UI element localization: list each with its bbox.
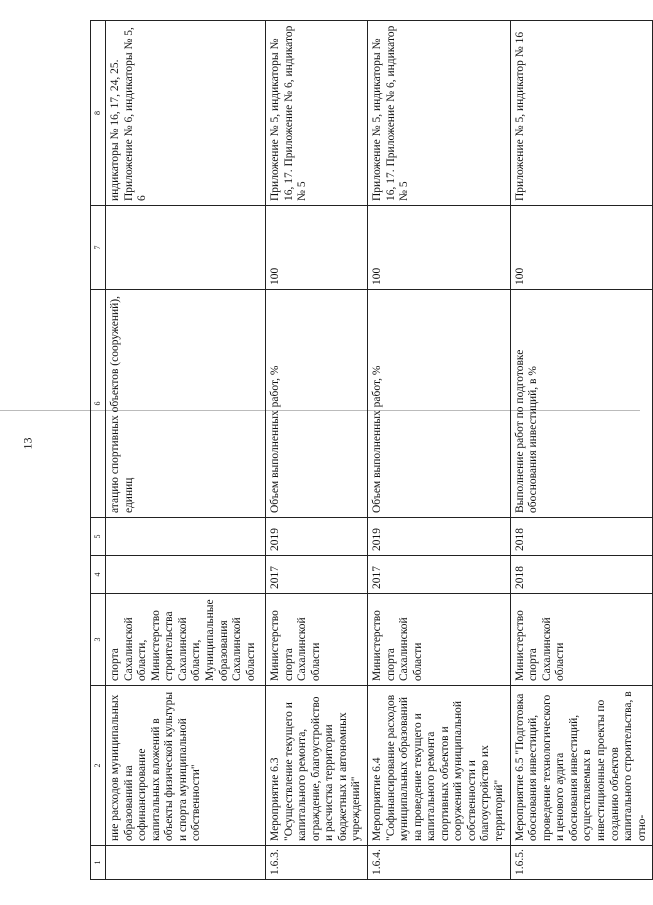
- event-name: ние расходов муниципальных образований на софинансирование капитальных вложений в объекты физической культуры и спорта муниципальной собственности": [106, 686, 266, 846]
- end-year: [106, 518, 266, 556]
- table-row: [510, 21, 653, 880]
- executor: спорта Сахалинской области, Министерство строительства Сахалинской области, Муниципальные образования Сахалинской области: [106, 594, 266, 686]
- appendix-link: Приложение № 5, индикаторы № 16, 17. Приложение № 6, индикатор № 5: [266, 21, 368, 206]
- column-number: 5: [91, 518, 106, 556]
- end-year: 2018: [510, 518, 653, 556]
- indicator: атацию спортивных объектов (сооружений), единиц: [106, 290, 266, 518]
- row-number: [106, 846, 266, 880]
- indicator: Объем выполненных работ, %: [266, 290, 368, 518]
- row-number: 1.6.4.: [367, 846, 510, 880]
- table-row: [367, 21, 510, 880]
- indicator-value: 100: [266, 206, 368, 290]
- row-number: 1.6.3.: [266, 846, 368, 880]
- executor: Министерство спорта Сахалинской области: [367, 594, 510, 686]
- table-row: [266, 21, 368, 880]
- row-number: 1.6.5.: [510, 846, 653, 880]
- event-name: Мероприятие 6.5 "Подготовка обоснования инвестиций, проведение технологического и ценового аудита обоснования инвестиций, осуществляемых в инвестиционные проекты по созданию объектов капитального строительства, в отно-: [510, 686, 653, 846]
- page-number: 13: [20, 437, 35, 450]
- indicator: Объем выполненных работ, %: [367, 290, 510, 518]
- start-year: 2017: [266, 556, 368, 594]
- activities-table: [90, 20, 653, 880]
- table-row: [106, 21, 266, 880]
- event-name: Мероприятие 6.4 "Софинансирование расходов муниципальных образований на проведение текущего и капитального ремонта спортивных объектов и сооружений муниципальной собственности и благоустройство их территорий": [367, 686, 510, 846]
- rotated-table-container: [90, 20, 648, 880]
- column-number: 6: [91, 290, 106, 518]
- column-number: 7: [91, 206, 106, 290]
- indicator-value: 100: [510, 206, 653, 290]
- appendix-link: индикаторы № 16, 17, 24, 25. Приложение № 6, индикаторы № 5, 6: [106, 21, 266, 206]
- column-number: 4: [91, 556, 106, 594]
- appendix-link: Приложение № 5, индикатор № 16: [510, 21, 653, 206]
- end-year: 2019: [266, 518, 368, 556]
- indicator-value: [106, 206, 266, 290]
- end-year: 2019: [367, 518, 510, 556]
- column-number-row: [91, 21, 106, 880]
- event-name: Мероприятие 6.3 "Осуществление текущего и капитального ремонта, ограждение, благоустройство и расчистка территории бюджетных и автономных учреждений": [266, 686, 368, 846]
- start-year: [106, 556, 266, 594]
- column-number: 2: [91, 686, 106, 846]
- start-year: 2018: [510, 556, 653, 594]
- appendix-link: Приложение № 5, индикаторы № 16, 17. Приложение № 6, индикатор № 5: [367, 21, 510, 206]
- column-number: 3: [91, 594, 106, 686]
- column-number: 8: [91, 21, 106, 206]
- executor: Министерство спорта Сахалинской области: [510, 594, 653, 686]
- column-number: 1: [91, 846, 106, 880]
- indicator-value: 100: [367, 206, 510, 290]
- start-year: 2017: [367, 556, 510, 594]
- executor: Министерство спорта Сахалинской области: [266, 594, 368, 686]
- indicator: Выполнение работ по подготовке обоснования инвестиций, в %: [510, 290, 653, 518]
